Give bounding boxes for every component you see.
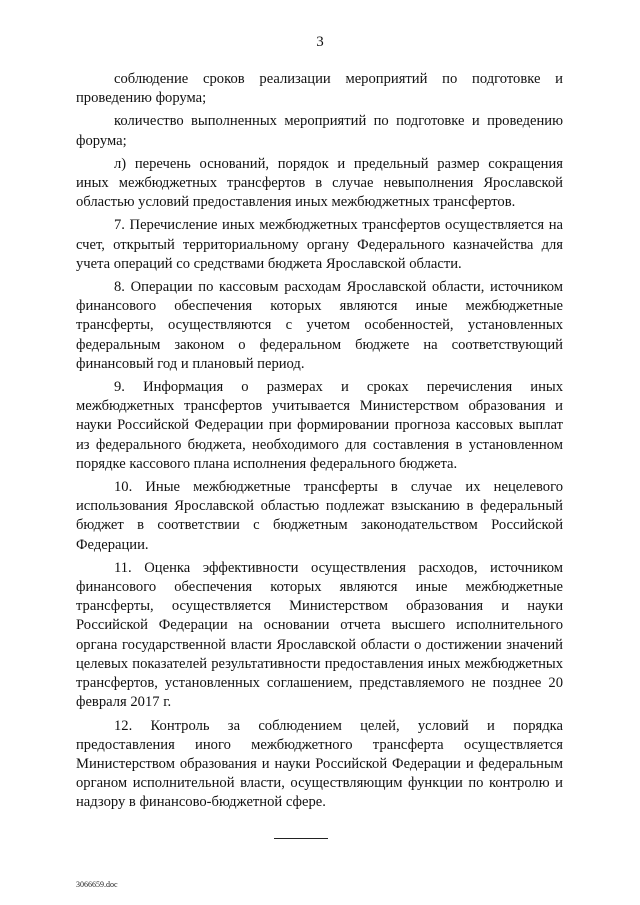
paragraph-5: 8. Операции по кассовым расходам Ярославской области, источником финансового обеспечения которых являются иные межбюджетные трансферты, осуществляются с учетом особенностей, установленных федеральным законом о федеральном бюджете на соответствующий финансовый год и плановый период. bbox=[76, 279, 563, 372]
paragraph-6: 9. Информация о размерах и сроках перечисления иных межбюджетных трансфертов учитывается Министерством образования и науки Российской Федерации при формировании прогноза кассовых выплат из федерального бюджета, необходимого для составления в установленном порядке кассового плана исполнения федерального бюджета. bbox=[76, 379, 563, 472]
end-separator-line bbox=[274, 838, 328, 839]
page-number: 3 bbox=[316, 34, 324, 50]
paragraph-3: л) перечень оснований, порядок и предельный размер сокращения иных межбюджетных трансфертов в случае невыполнения Ярославской областью условий предоставления иных межбюджетных трансфертов. bbox=[76, 155, 563, 211]
document-body bbox=[76, 70, 563, 813]
paragraph-1: соблюдение сроков реализации мероприятий по подготовке и проведению форума; bbox=[76, 71, 563, 107]
paragraph-9: 12. Контроль за соблюдением целей, условий и порядка предоставления иного межбюджетного трансферта осуществляется Министерством образования и науки Российской Федерации и федеральным органом исполнительной власти, осуществляющим функции по контролю и надзору в финансово-бюджетной сфере. bbox=[76, 717, 563, 811]
paragraph-8: 11. Оценка эффективности осуществления расходов, источником финансового обеспечения которых являются иные межбюджетные трансферты, осуществляется Министерством образования и науки Российской Федерации на основании отчета высшего исполнительного органа государственной власти Ярославской области о достижении значений целевых показателей результативности предоставления иных межбюджетных трансфертов, установленных соглашением, представляемого не позднее 20 февраля 2017 г. bbox=[76, 559, 563, 711]
paragraph-7: 10. Иные межбюджетные трансферты в случае их нецелевого использования Ярославской областью подлежат взысканию в федеральный бюджет в соответствии с бюджетным законодательством Российской Федерации. bbox=[76, 479, 563, 553]
paragraph-4: 7. Перечисление иных межбюджетных трансфертов осуществляется на счет, открытый территориальному органу Федерального казначейства для учета операций со средствами бюджета Ярославской области. bbox=[76, 217, 563, 272]
paragraph-2: количество выполненных мероприятий по подготовке и проведению форума; bbox=[76, 113, 563, 149]
footer-filename: 3066659.doc bbox=[76, 880, 118, 889]
